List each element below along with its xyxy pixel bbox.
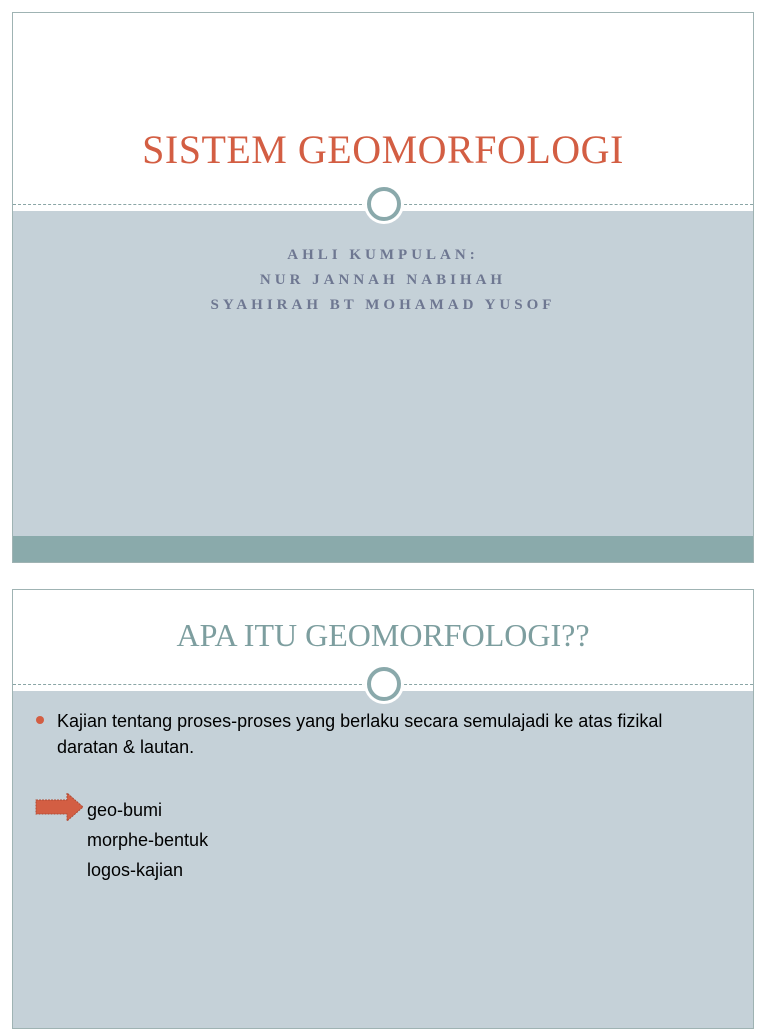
ring-ornament-icon: [367, 187, 401, 221]
ring-ornament-icon: [367, 667, 401, 701]
bottom-band: [13, 536, 753, 562]
slide-title: SISTEM GEOMORFOLOGI: [142, 127, 624, 172]
subtitle-line: AHLI KUMPULAN:: [287, 247, 479, 263]
bullet-text: Kajian tentang proses-proses yang berlaku secara semulajadi ke atas fizikal daratan & lautan.: [57, 711, 663, 757]
right-arrow-icon: [35, 792, 85, 822]
slide-title: APA ITU GEOMORFOLOGI??: [176, 617, 590, 653]
subtitle-line: NUR JANNAH NABIHAH: [259, 272, 507, 288]
slide-subtitle: [13, 243, 753, 318]
title-area: [13, 13, 753, 209]
term-list: [87, 795, 208, 885]
slide-2: [12, 589, 754, 1029]
list-item: logos-kajian: [87, 860, 184, 880]
list-item: morphe-bentuk: [87, 830, 209, 850]
bullet-icon: [36, 716, 44, 724]
list-item: geo-bumi: [87, 800, 163, 820]
slide-1: [12, 12, 754, 563]
subtitle-line: SYAHIRAH BT MOHAMAD YUSOF: [210, 297, 556, 313]
